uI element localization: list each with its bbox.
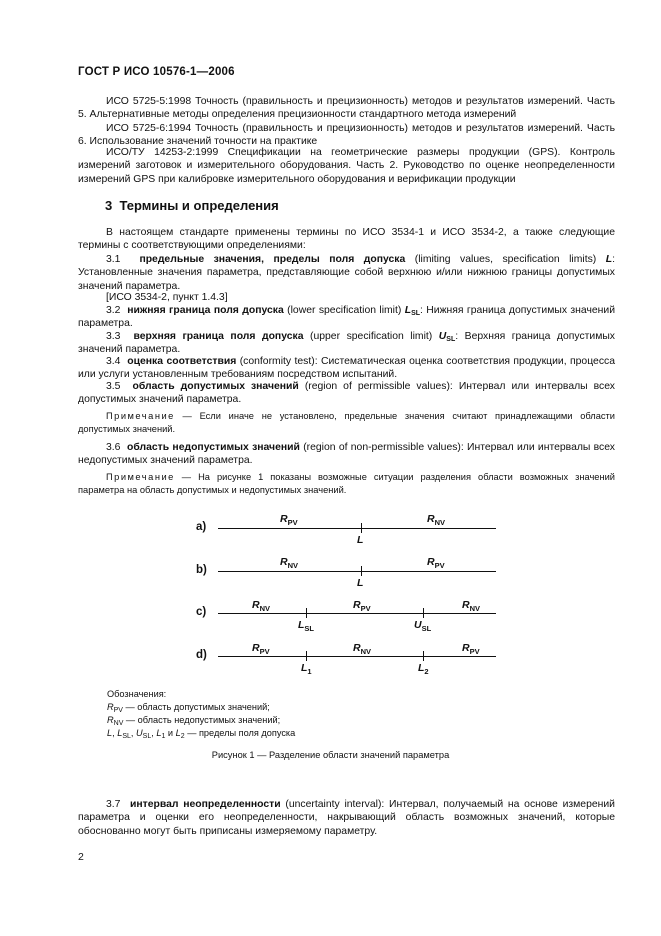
reference-5725-5: ИСО 5725-5:1998 Точность (правильность и прецизионность) методов и результатов измерений. Часть 5. Альтернативные методы определения прецизионности стандартного метода измерений <box>78 96 615 121</box>
note-2: Примечание — На рисунке 1 показаны возможные ситуации разделения области возможных значений параметра на область допустимых и недопустимых значений. <box>78 472 615 495</box>
figure-row-b-label: b) <box>196 564 207 576</box>
figure-row-d-limit-l1: $L_1$ <box>301 662 312 677</box>
term-3-4: 3.4 оценка соответствия (conformity test): Систематическая оценка соответствия продукции, процесса или услуги установленным требованиям посредством испытаний. <box>78 356 615 381</box>
figure-row-d-tick-l2 <box>423 651 424 661</box>
figure-row-d-limit-l2: $L_2$ <box>418 662 429 677</box>
figure-legend-pv: $R_{PV}$ — область допустимых значений; <box>107 702 270 714</box>
section-heading: 3 Термины и определения <box>105 198 279 213</box>
term-3-6: 3.6 область недопустимых значений (region of non-permissible values): Интервал или интервалы всех недопустимых значений параметра. <box>78 442 615 467</box>
figure-row-b-region-nv: $R_{NV}$ <box>280 556 299 571</box>
term-3-3: 3.3 верхняя граница поля допуска (upper specification limit) $U_{SL}$: Верхняя граница допустимых значений параметра. <box>78 331 616 356</box>
document-header: ГОСТ Р ИСО 10576-1—2006 <box>78 66 235 78</box>
term-3-1-source: [ИСО 3534-2, пункт 1.4.3] <box>106 292 228 303</box>
figure-row-c-label: c) <box>196 606 207 618</box>
figure-row-b-region-pv: $R_{PV}$ <box>427 556 445 571</box>
figure-row-d-tick-l1 <box>306 651 307 661</box>
figure-row-c-tick-lsl <box>306 608 307 618</box>
figure-legend-nv: $R_{NV}$ — область недопустимых значений; <box>107 715 281 727</box>
figure-row-a-region-nv: $R_{NV}$ <box>427 513 446 528</box>
figure-row-d-region-pv-left: $R_{PV}$ <box>252 642 270 657</box>
term-3-5: 3.5 область допустимых значений (region of permissible values): Интервал или интервалы всех допустимых значений параметра. <box>78 381 615 406</box>
figure-row-a-region-pv: $R_{PV}$ <box>280 513 298 528</box>
figure-row-a-line <box>218 528 496 529</box>
reference-14253-2: ИСО/ТУ 14253-2:1999 Спецификации на геометрические размеры продукции (GPS). Контроль измерений заготовок и измерительного оборудования. Часть 2. Руководство по оценке неопределенности измерений GPS при калибровке измерительного оборудования и верификации продукции <box>78 147 615 185</box>
page-number: 2 <box>78 851 84 863</box>
figure-row-a-label: a) <box>196 521 207 533</box>
figure-row-c-limit-lsl: $L_{SL}$ <box>298 619 315 634</box>
term-3-1: 3.1 предельные значения, пределы поля допуска (limiting values, specification limits) L: Установленные значения параметра, представляющие собой верхнюю и/или нижнюю границы допустимых значений параметра. <box>78 254 615 292</box>
figure-caption: Рисунок 1 — Разделение области значений параметра <box>211 750 450 760</box>
figure-row-d-region-nv: $R_{NV}$ <box>353 642 372 657</box>
figure-row-b-limit-l: L <box>357 577 364 589</box>
figure-legend-title: Обозначения: <box>107 689 167 699</box>
figure-row-c-line <box>218 613 496 614</box>
figure-row-a-limit-l: L <box>357 534 364 546</box>
figure-legend-limits: L, $L_{SL}$, $U_{SL}$, $L_1$ и $L_2$ — пределы поля допуска <box>107 728 296 740</box>
reference-5725-6: ИСО 5725-6:1994 Точность (правильность и прецизионность) методов и результатов измерений. Часть 6. Использование значений точности на практике <box>78 123 615 148</box>
section-intro: В настоящем стандарте применены термины по ИСО 3534-1 и ИСО 3534-2, а также следующие термины с соответствующими определениями: <box>78 227 615 252</box>
figure-row-c-region-pv: $R_{PV}$ <box>353 599 371 614</box>
figure-row-c-region-nv-left: $R_{NV}$ <box>252 599 271 614</box>
figure-row-b-line <box>218 571 496 572</box>
figure-row-d-label: d) <box>196 649 207 661</box>
figure-row-c-tick-usl <box>423 608 424 618</box>
figure-row-c-region-nv-right: $R_{NV}$ <box>462 599 481 614</box>
figure-row-c-limit-usl: $U_{SL}$ <box>414 619 432 634</box>
term-3-2: 3.2 нижняя граница поля допуска (lower specification limit) $L_{SL}$: Нижняя граница допустимых значений параметра. <box>78 305 616 330</box>
figure-row-a-tick-l <box>361 523 362 533</box>
figure-row-d-line <box>218 656 496 657</box>
figure-row-d-region-pv-right: $R_{PV}$ <box>462 642 480 657</box>
note-1: Примечание — Если иначе не установлено, предельные значения считают принадлежащими области допустимых значений. <box>78 411 615 434</box>
term-3-7: 3.7 интервал неопределенности (uncertainty interval): Интервал, получаемый на основе измерений параметра и оценки его неопределенности, накрывающий область возможных значений, которые обоснованно могут быть приписаны измеряемому параметру. <box>78 799 615 837</box>
figure-row-b-tick-l <box>361 566 362 576</box>
